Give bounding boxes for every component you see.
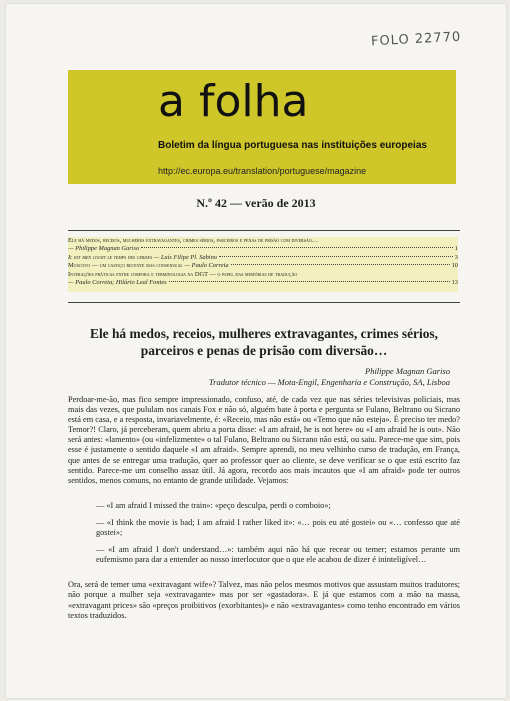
paragraph: Ora, será de temer uma «extravagant wife»? Talvez, mas não pelos mesmos motivos que assustam muitos tradutores; não porque a mulher seja «extravagante» mas por ser «gastadora». E já que estamos com a mão na massa, «extravagant prices» são «preços proibitivos (exorbitantes)» e não «extravagantes» como tenho encontrado em vários textos traduzidos. — [68, 580, 460, 620]
masthead-url[interactable]: http://ec.europa.eu/translation/portuguese/magazine — [158, 166, 367, 176]
toc-entry-author: — Paulo Correia — [184, 262, 229, 270]
toc-entry-author: — Paulo Correia; Hilário Leal Fontes — [68, 279, 167, 287]
article-title-line: Ele há medos, receios, mulheres extravagantes, crimes sérios, — [90, 326, 438, 341]
toc-entry[interactable] — [68, 254, 458, 262]
toc-entry[interactable] — [68, 279, 458, 287]
toc-top-rule — [68, 230, 460, 231]
toc-leader — [141, 247, 453, 248]
handwritten-note: FOLO 22770 — [370, 29, 462, 50]
article-title — [68, 325, 460, 359]
toc-entry[interactable] — [68, 245, 458, 253]
paragraph: Perdoar-me-ão, mas fico sempre impressionado, confuso, até, de cada vez que nas séries televisivas policiais, mas mais das vezes, que pululam nos canais Fox e não só, alguém bate à porta e pergunta se Fulano, Beltrano ou Sicrano está em casa, e a resposta, invariavelmente, é: «Receio, mas não está» ou «Temo que não esteja». É preciso ter medo? Temor?! Claro, já perceberam, quem abriu a porta disse: «I am afraid, he is not here» ou «I am afraid he is out». Não será antes: «lamento» (ou «infelizmente» o tal Fulano, Beltrano ou Sicrano não está, ou saiu. Parece-me que sim, pois esse é justamente o sentido daquele «I am afraid». Sempre aprendi, no meu velhinho curso de tradução, em França, que antes de se entregar uma tradução, quer ao professor quer ao cliente, se deve verificar se o que está escrito faz sentido. Parece-me um conselho assaz útil. Já agora, recordo aos mais incautos que «I am afraid» pode ter outros sentidos, menos comuns, no entanto de grande utilidade. Vejamos: — [68, 395, 460, 485]
toc-entry-author: — Luís Filipe Pl. Sabino — [153, 253, 217, 261]
masthead-subtitle: Boletim da língua portuguesa nas instituições europeias — [158, 140, 427, 151]
article-byline — [209, 366, 450, 388]
document-page — [6, 4, 506, 698]
toc-bottom-rule — [68, 302, 460, 303]
toc-entry-page: 3 — [454, 253, 458, 261]
author-role: Tradutor técnico — Mota-Engil, Engenharia e Construção, SA, Lisboa — [208, 377, 450, 387]
toc-leader — [169, 281, 450, 282]
masthead-banner — [68, 70, 456, 184]
toc-entry-title: Interações práticas entre corpora e terminologia na DGT — o papel das memórias de tradução — [68, 270, 298, 278]
toc-entry-page: 13 — [451, 279, 458, 287]
toc-entry-title: Ele há medos, receios, mulheres extravagantes, crimes sérios, parceiros e penas de prisão com diversão… — [68, 237, 319, 244]
issue-number: N.º 42 — verão de 2013 — [196, 196, 316, 210]
toc-entry[interactable] — [68, 262, 458, 270]
author-name: Philippe Magnan Gariso — [365, 366, 450, 376]
article-body — [68, 395, 460, 621]
masthead-title: a folha — [158, 76, 309, 127]
article-title-line: parceiros e penas de prisão com diversão… — [140, 343, 388, 358]
toc-entry-page: 1 — [454, 245, 458, 253]
toc-leader — [231, 264, 450, 265]
toc-entry-author: — Philippe Magnan Gariso — [68, 245, 140, 253]
toc-entry-title: Il est bien court le temps des cerises — [68, 253, 152, 261]
toc-entry[interactable] — [68, 271, 458, 279]
table-of-contents — [68, 237, 458, 292]
example-item: — «I think the movie is bad; I am afraid I rather liked it»: «… pois eu até gostei» ou «… confesso que até gostei»; — [96, 517, 460, 538]
example-item: — «I am afraid I missed the train»: «peço desculpa, perdi o comboio»; — [96, 500, 331, 510]
toc-entry[interactable] — [68, 237, 458, 245]
example-item: — «I am afraid I don't understand…»: também aqui não há que recear ou temer; estamos perante um eufemismo para dar a entender ao nosso interlocutor que o que ele acabou de dizer é ininteligível… — [96, 545, 460, 565]
toc-entry-page: 10 — [451, 262, 458, 270]
toc-leader — [219, 256, 453, 257]
toc-entry-title: Moscovo — um castiço recente mas consensual — [68, 262, 183, 270]
